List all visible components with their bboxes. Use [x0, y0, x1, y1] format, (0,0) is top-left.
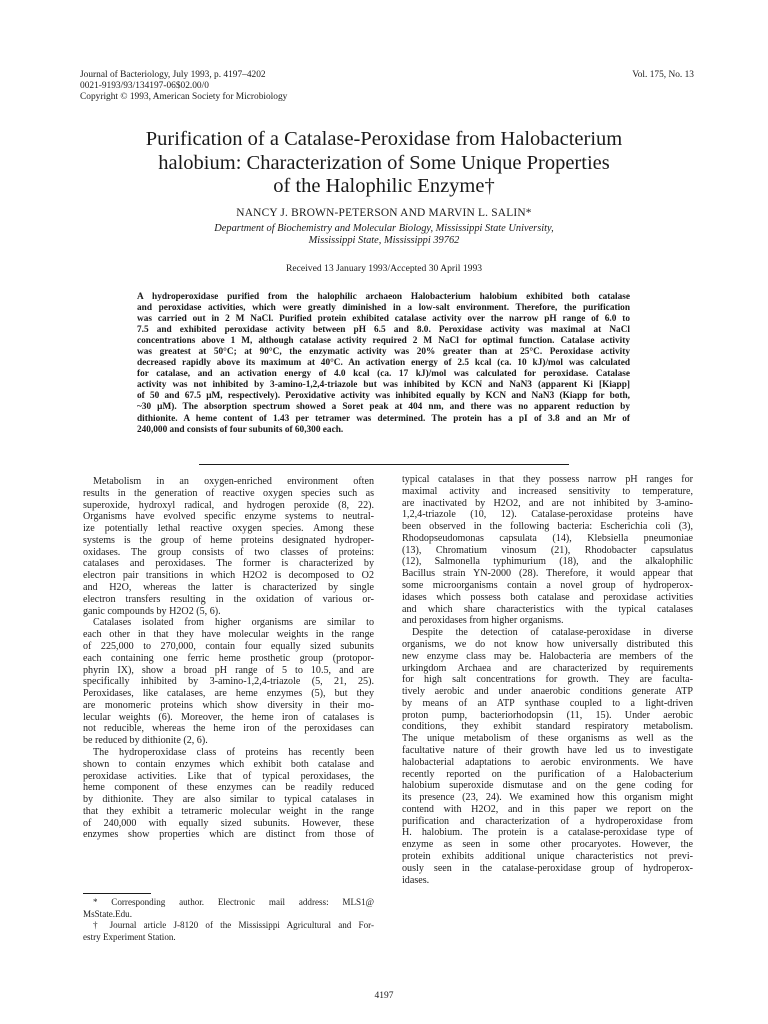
body-text-line: contend with H2O2, and in this paper we report on the: [402, 803, 693, 815]
body-text-line: electron transfers resulting in the oxidation of various or-: [83, 593, 374, 605]
body-text-line: ize potentially lethal reactive oxygen species. Among these: [83, 523, 374, 535]
body-text-line: The unique metabolism of these organisms as well as the: [402, 733, 693, 745]
body-text-line: ously seen in the catalase-peroxidase group of hydroperox-: [402, 862, 693, 874]
abstract-line: was greatest at 50°C; at 90°C, the enzymatic activity was 20% greater than at 25°C. Peroxidase activity: [137, 347, 630, 358]
body-text-line: maximal activity and increased sensitivity to temperature,: [402, 485, 693, 497]
body-text-line: peroxidase activities. Like that of typical peroxidases, the: [83, 770, 374, 782]
body-text-line: of 225,000 to 270,000, contain four equally sized subunits: [83, 640, 374, 652]
body-text-line: Metabolism in an oxygen-enriched environment often: [93, 476, 374, 487]
body-text-line: enzymes show properties which are distinct from those of: [83, 829, 374, 841]
abstract: [137, 292, 630, 436]
body-text-line: be reduced by dithionite (2, 6).: [83, 735, 208, 747]
journal-citation: Journal of Bacteriology, July 1993, p. 4197–4202: [80, 70, 266, 80]
footnote-divider: [83, 893, 151, 894]
body-text-line: of 240,000 with equally sized subunits. However, these: [83, 817, 374, 829]
body-text-line: lecular weights (6). Moreover, the heme iron of catalases is: [83, 711, 374, 723]
body-text-line: for high salt concentrations for growth. They are faculta-: [402, 674, 693, 686]
body-text-line: proton pump, bacteriorhodopsin (11, 15). Under aerobic: [402, 709, 693, 721]
body-text-line: tively aerobic and under anaerobic conditions generate ATP: [402, 686, 693, 698]
section-divider: [199, 464, 569, 465]
affiliation: [0, 223, 768, 248]
abstract-line: ~30 μM). The absorption spectrum showed a Soret peak at 404 nm, and there was no apparent reduction by: [137, 402, 630, 413]
body-text-line: protein exhibits additional unique characteristics not previ-: [402, 851, 693, 862]
abstract-line: was carried out in 2 M NaCl. Purified protein exhibited catalase activity over the narrow pH range of 6.0 to: [137, 314, 630, 325]
body-text-line: shown to contain enzymes which exhibit both catalase and: [83, 758, 374, 770]
body-text-line: idases.: [402, 874, 430, 886]
body-text-line: and which share characteristics with the typical catalases: [402, 603, 693, 615]
body-text-line: some microorganisms contain a novel group of hydroperox-: [402, 580, 693, 592]
body-text-line: idases which possess both catalase and peroxidase activities: [402, 591, 693, 603]
body-text-line: urkingdom Archaea and are characterized by requirements: [402, 662, 693, 674]
body-text-line: H. halobium. The protein is a catalase-peroxidase type of: [402, 827, 693, 839]
body-text-line: Catalases isolated from higher organisms are similar to: [93, 617, 374, 629]
abstract-line: concentrations above 1 M, although catalase activity required 2 M NaCl for optimal function. Catalase activity: [137, 336, 630, 347]
body-text-line: catalases and peroxidases. The former is characterized by: [83, 558, 374, 570]
abstract-line: of 50 and 67.5 μM, respectively). Peroxidative activity was inhibited equally by KCN and NaN3 (Kiapp for both,: [137, 391, 630, 402]
body-text-line: superoxide, hydroxyl radical, and hydrogen peroxide (8, 22).: [83, 499, 374, 511]
received-dates: Received 13 January 1993/Accepted 30 April 1993: [285, 263, 483, 274]
body-text-line: Rhodopseudomonas capsulata (14), Klebsiella pneumoniae: [402, 532, 693, 544]
abstract-line: and peroxidase activities, which were greatly diminished in a low-salt environment. Therefore, the purification: [137, 303, 630, 314]
body-text-line: results in the generation of reactive oxygen species such as: [83, 487, 374, 499]
title-line: of the Halophilic Enzyme†: [273, 175, 495, 197]
body-text-line: facultative nature of their growth have led us to investigate: [402, 744, 693, 756]
abstract-line: 240,000 and consists of four subunits of 60,300 each.: [137, 424, 344, 435]
abstract-line: A hydroperoxidase purified from the halophilic archaeon Halobacterium halobium exhibited both catalase: [137, 292, 630, 302]
body-text-line: (13), Chromatium vinosum (21), Rhodobacter capsulatus: [402, 544, 693, 556]
page-number: 4197: [374, 991, 394, 1001]
body-text-line: enzyme as seen in some other procaryotes. However, the: [402, 839, 693, 851]
body-text-line: systems is the group of heme proteins designated hydroper-: [83, 534, 374, 546]
footnote-line: MsState.Edu.: [83, 908, 133, 919]
body-text-line: ganic compounds by H2O2 (5, 6).: [83, 605, 221, 617]
body-column-right: [402, 474, 693, 886]
issn-code: 0021-9193/93/134197-06$02.00/0: [80, 81, 209, 92]
body-text-line: Bacillus strain YN-2000 (28). Therefore, it would appear that: [402, 568, 693, 580]
copyright-notice: Copyright © 1993, American Society for Microbiology: [80, 92, 288, 103]
body-text-line: recently reported on the purification of a Halobacterium: [402, 768, 693, 780]
volume-issue: Vol. 175, No. 13: [632, 70, 694, 80]
body-text-line: phyrin IX), show a broad pH range of 5 to 10.5, and are: [83, 664, 374, 676]
abstract-line: for catalase, and an activation energy of 4.0 kcal (ca. 17 kJ)/mol was calculated for peroxidase. Catalase: [137, 369, 630, 380]
abstract-line: decreased rapidly above its maximum at 40°C. An activation energy of 2.5 kcal (ca. 10 kJ)/mol was calculated: [137, 358, 630, 369]
abstract-line: 7.5 and exhibited peroxidase activity between pH 6.5 and 8.0. Peroxidase activity was maximal at NaCl: [137, 325, 630, 336]
body-text-line: by means of an ATP synthase coupled to a light-driven: [402, 697, 693, 709]
footnote-line: * Corresponding author. Electronic mail address: MLS1@: [93, 897, 374, 907]
body-text-line: each containing one ferric heme prosthetic group (protopor-: [83, 652, 374, 664]
body-text-line: Despite the detection of catalase-peroxidase in diverse: [412, 627, 693, 639]
article-title: [90, 128, 678, 199]
body-text-line: specifically inhibited by 3-amino-1,2,4-triazole (5, 21, 25).: [83, 676, 374, 688]
running-header: [80, 70, 287, 104]
body-text-line: halobium superoxide dismutase and on the gene coding for: [402, 780, 693, 792]
body-text-line: and peroxidases from higher organisms.: [402, 615, 564, 627]
body-text-line: oxidases. The group consists of two classes of proteins:: [83, 546, 374, 558]
body-text-line: been observed in the following bacteria: Escherichia coli (3),: [402, 521, 693, 533]
body-text-line: each other in that they have molecular weights in the range: [83, 629, 374, 641]
body-text-line: that they exhibit a tetrameric molecular weight in the range: [83, 805, 374, 817]
body-column-left: [83, 476, 374, 841]
abstract-line: dithionite. A heme content of 1.43 per tetramer was determined. The protein has a pI of 3.8 and an Mr of: [137, 413, 630, 424]
author-list: NANCY J. BROWN-PETERSON AND MARVIN L. SALIN*: [236, 207, 532, 219]
body-text-line: electron pair transitions in which H2O2 is decomposed to O2: [83, 570, 374, 582]
footnote-line: † Journal article J-8120 of the Mississippi Agricultural and For-: [93, 920, 374, 931]
body-text-line: The hydroperoxidase class of proteins has recently been: [93, 746, 374, 758]
body-text-line: organisms, we do not know how universally distributed this: [402, 638, 693, 650]
body-text-line: new enzyme class may be. Halobacteria are members of the: [402, 650, 693, 662]
body-text-line: Organisms have evolved specific enzyme systems to neutral-: [83, 511, 374, 523]
title-line: Purification of a Catalase-Peroxidase from Halobacterium: [145, 128, 623, 150]
body-text-line: are monomeric proteins which show diversity in their mo-: [83, 699, 374, 711]
body-text-line: by dithionite. They are also similar to typical catalases in: [83, 794, 374, 806]
body-text-line: and H2O, whereas the latter is characterized by single: [83, 582, 374, 594]
body-text-line: purification and characterization of a hydroperoxidase from: [402, 815, 693, 827]
body-text-line: conditions, they exhibit standard respiratory metabolism.: [402, 721, 693, 733]
body-text-line: halobacterial adaptations to aerobic environments. We have: [402, 756, 693, 768]
footnotes: [83, 897, 374, 943]
affiliation-line: Department of Biochemistry and Molecular Biology, Mississippi State University,: [214, 223, 554, 234]
body-text-line: typical catalases in that they possess narrow pH ranges for: [402, 474, 693, 485]
body-text-line: its presence (23, 24). We examined how this organism might: [402, 792, 693, 804]
title-line: halobium: Characterization of Some Unique Properties: [158, 151, 610, 174]
body-text-line: 1,2,4-triazole (10, 12). Catalase-peroxidase proteins have: [402, 509, 693, 521]
body-text-line: heme component of these enzymes can be readily reduced: [83, 782, 374, 794]
body-text-line: (12), Salmonella typhimurium (18), and the alkalophilic: [402, 556, 693, 568]
body-text-line: Peroxidases, like catalases, are heme enzymes (5), but they: [83, 688, 374, 700]
affiliation-line: Mississippi State, Mississippi 39762: [308, 235, 460, 247]
abstract-line: activity was not inhibited by 3-amino-1,2,4-triazole but was inhibited by KCN and NaN3 (apparent Ki [Kiapp]: [137, 380, 630, 391]
footnote-line: estry Experiment Station.: [83, 931, 176, 942]
body-text-line: are inactivated by H2O2, and are not inhibited by 3-amino-: [402, 497, 693, 509]
body-text-line: not reducible, whereas the heme iron of the peroxidases can: [83, 723, 374, 735]
